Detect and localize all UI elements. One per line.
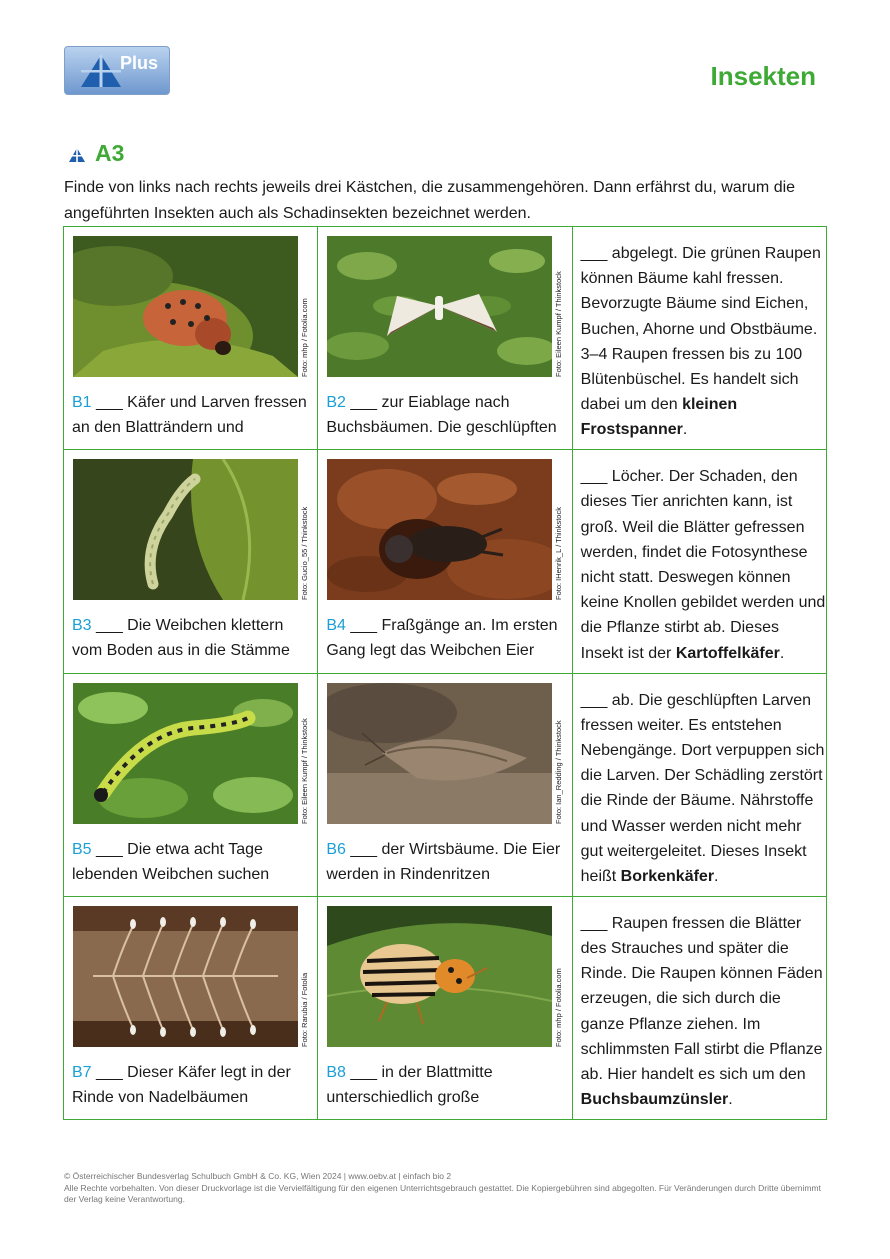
photo-credit: Foto: mhp / Fotolia.com xyxy=(554,967,564,1047)
photo-buchsbaumzuensler-raupe xyxy=(73,683,298,824)
photo-credit: Foto: IHenrik_L / Thinkstock xyxy=(554,507,564,601)
footer xyxy=(64,1171,824,1206)
grid-row xyxy=(64,896,827,1119)
card-b1 xyxy=(64,227,318,450)
photo-credit: Foto: Gucio_55 / Thinkstock xyxy=(300,507,309,601)
footer-copyright: © Österreichischer Bundesverlag Schulbuch GmbH & Co. KG, Wien 2024 | www.oebv.at | einfach bio 2 xyxy=(64,1171,452,1181)
grid-row xyxy=(64,227,827,450)
photo-credit: Foto: Eileen Kumpf / Thinkstock xyxy=(300,717,309,824)
grid-row xyxy=(64,450,827,673)
card-text: ___ Löcher. Der Schaden, den dieses Tier anrichten kann, ist groß. Weil die Blätter gefressen werden, findet die Fotosynthese nicht statt. Deswegen können keine Knollen gebildet werden und die Pflanze stirbt ab. Dieses Insekt ist der Kartoffelkäfer. xyxy=(580,468,826,662)
card-text: B8 ___ in der Blattmitte unterschiedlich große xyxy=(326,1063,493,1106)
card-text: ___ ab. Die geschlüpften Larven fressen weiter. Es entstehen Nebengänge. Dort verpuppen sich die Larven. Der Schädling zerstört die Rinde der Bäume. Nährstoffe und Wasser werden nicht mehr gut weitergeleitet. Dieses Insekt heißt Borkenkäfer. xyxy=(580,691,825,885)
photo-credit: Foto: Ian_Redding / Thinkstock xyxy=(554,719,564,824)
card-b4 xyxy=(318,450,572,673)
card-text: B4 ___ Fraßgänge an. Im ersten Gang legt das Weibchen Eier xyxy=(326,617,558,660)
photo-kartoffelkaefer xyxy=(327,906,552,1047)
card-right-4 xyxy=(572,896,826,1119)
card-text: B3 ___ Die Weibchen klettern vom Boden aus in die Stämme xyxy=(72,617,290,660)
triangle-logo-icon xyxy=(79,53,123,89)
card-b7 xyxy=(64,896,318,1119)
card-text: B2 ___ zur Eiablage nach Buchsbäumen. Die geschlüpften xyxy=(326,394,557,436)
card-b5 xyxy=(64,673,318,896)
photo-borkenkaefer xyxy=(327,459,552,600)
photo-frostspanner-falter xyxy=(327,683,552,824)
photo-credit: Foto: Eileen Kumpf / Thinkstock xyxy=(554,271,564,377)
card-text: B7 ___ Dieser Käfer legt in der Rinde von Nadelbäumen xyxy=(72,1063,291,1106)
card-right-3 xyxy=(572,673,826,896)
page-title: Insekten xyxy=(710,61,816,91)
card-b3 xyxy=(64,450,318,673)
card-b8 xyxy=(318,896,572,1119)
photo-kartoffelkaefer-larve xyxy=(73,236,298,377)
card-text: B1 ___ Käfer und Larven fressen an den Blatträndern und xyxy=(72,394,307,436)
logo-plus-text: Plus xyxy=(120,53,159,73)
triangle-task-icon xyxy=(68,147,86,163)
photo-frostspanner-raupe xyxy=(73,459,298,600)
footer-rights: Alle Rechte vorbehalten. Von dieser Druckvorlage ist die Vervielfältigung für den eigenen Unterrichtsgebrauch gestattet. Die Kopiergebühren sind abgegolten. Für Veränderungen durch Dritte übernimmt der Verlag keine Verantwortung. xyxy=(64,1182,821,1204)
matching-grid xyxy=(63,226,827,1120)
card-b2 xyxy=(318,227,572,450)
grid-row xyxy=(64,673,827,896)
task-label: A3 xyxy=(95,140,125,166)
card-text: ___ abgelegt. Die grünen Raupen können Bäume kahl fressen. Bevorzugte Bäume sind Eichen, Buchen, Ahorne und Obstbäume. 3–4 Raupen fressen bis zu 100 Blütenbüschel. Es handelt sich dabei um den kleinen Frostspanner. xyxy=(580,245,821,439)
card-right-1 xyxy=(572,227,826,450)
card-text: B6 ___ der Wirtsbäume. Die Eier werden in Rindenritzen xyxy=(326,840,561,883)
photo-credit: Foto: mhp / Fotolia.com xyxy=(300,298,309,377)
task-instruction: Finde von links nach rechts jeweils drei Kästchen, die zusammengehören. Dann erfährst du, warum die angeführten Insekten auch als Schadinsekten bezeichnet werden. xyxy=(64,179,796,222)
card-text: ___ Raupen fressen die Blätter des Strauches und später die Rinde. Die Raupen können Fäden erzeugen, die sich durch die ganze Pflanze ziehen. Im schlimmsten Fall stirbt die Pflanze ab. Hier handelt es sich um den Buchsbaumzünsler. xyxy=(580,914,823,1109)
card-b6 xyxy=(318,673,572,896)
card-right-2 xyxy=(572,450,826,673)
photo-buchsbaumzuensler-falter xyxy=(327,236,552,377)
photo-credit: Foto: Rarubia / Fotolia xyxy=(300,972,309,1047)
card-text: B5 ___ Die etwa acht Tage lebenden Weibchen suchen xyxy=(72,840,270,883)
plus-logo xyxy=(64,46,170,95)
photo-frassgaenge-rinde xyxy=(73,906,298,1047)
